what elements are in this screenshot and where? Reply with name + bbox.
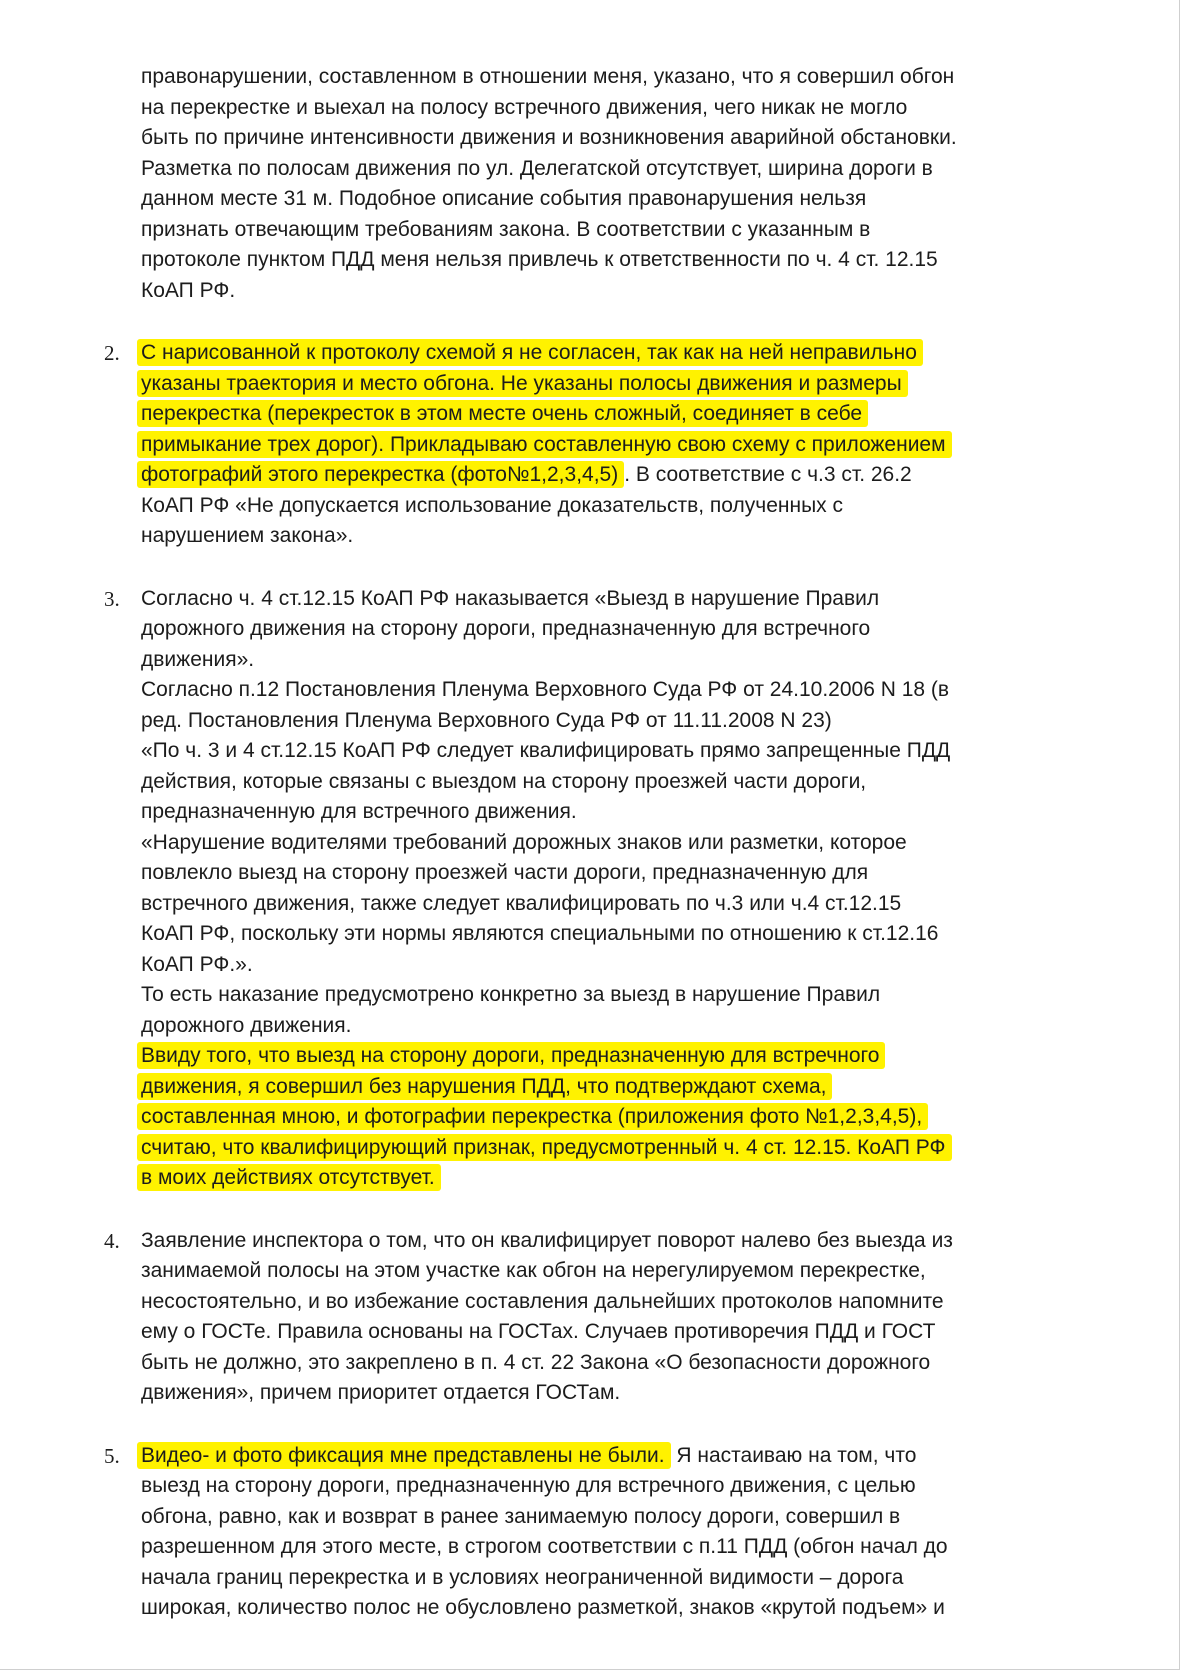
text-line: Согласно ч. 4 ст.12.15 КоАП РФ наказывается «Выезд в нарушение Правил (141, 586, 880, 610)
item-number: 2. (104, 341, 120, 365)
text-line: дорожного движения на сторону дороги, предназначенную для встречного (141, 617, 871, 640)
text-line: протоколе пунктом ПДД меня нельзя привлечь к ответственности по ч. 4 ст. 12.15 (141, 248, 938, 271)
highlighted-text: перекрестка (перекресток в этом месте очень сложный, соединяет в себе (137, 400, 868, 427)
text-line: повлекло выезд на сторону проезжей части дороги, предназначенную для (141, 861, 869, 884)
highlighted-text: фотографий этого перекрестка (фото№1,2,3,4,5) (137, 461, 624, 488)
text-line: широкая, количество полос не обусловлено разметкой, знаков «крутой подъем» и (141, 1596, 945, 1619)
text-line: несостоятельно, и во избежание составления дальнейших протоколов напомните (141, 1289, 944, 1313)
text-line: То есть наказание предусмотрено конкретно за выезд в нарушение Правил (141, 983, 881, 1006)
text-line: разрешенном для этого месте, в строгом соответствии с п.11 ПДД (обгон начал до (141, 1535, 948, 1558)
text-line: движения». (141, 647, 255, 671)
text-line: КоАП РФ, поскольку эти нормы являются специальными по отношению к ст.12.16 (141, 922, 939, 945)
text-line: обгона, равно, как и возврат в ранее занимаемую полосу дороги, совершил в (141, 1504, 901, 1528)
text-line: данном месте 31 м. Подобное описание события правонарушения нельзя (141, 187, 867, 210)
text-span: . В соответствие с ч.3 ст. 26.2 (624, 463, 912, 486)
item-number: 3. (104, 586, 120, 611)
text-line: КоАП РФ. (141, 278, 236, 302)
highlighted-text: С нарисованной к протоколу схемой я не согласен, так как на ней неправильно (137, 339, 923, 366)
highlighted-text: в моих действиях отсутствует. (137, 1164, 441, 1191)
highlighted-text: движения, я совершил без нарушения ПДД, что подтверждают схема, (137, 1073, 832, 1100)
text-line: «По ч. 3 и 4 ст.12.15 КоАП РФ следует квалифицировать прямо запрещенные ПДД (141, 739, 951, 762)
text-line: правонарушении, составленном в отношении меня, указано, что я совершил обгон (141, 65, 955, 88)
highlighted-text: примыкание трех дорог). Прикладываю составленную свою схему с приложением (137, 431, 952, 458)
text-line: встречного движения, также следует квалифицировать по ч.3 или ч.4 ст.12.15 (141, 891, 902, 915)
item-number: 4. (104, 1228, 120, 1253)
intro-paragraph (141, 62, 1141, 306)
list-item-3 (104, 584, 1141, 1194)
highlighted-text: указаны траектория и место обгона. Не указаны полосы движения и размеры (137, 370, 908, 397)
document-body (104, 62, 1141, 1624)
highlighted-text: составленная мною, и фотографии перекрестка (приложения фото №1,2,3,4,5), (137, 1103, 928, 1130)
highlighted-text: Ввиду того, что выезд на сторону дороги, предназначенную для встречного (137, 1042, 885, 1069)
list-item-5 (104, 1441, 1141, 1624)
text-line: быть по причине интенсивности движения и возникновения аварийной обстановки. (141, 126, 957, 149)
text-line: выезд на сторону дороги, предназначенную для встречного движения, с целью (141, 1474, 916, 1497)
text-line: Заявление инспектора о том, что он квалифицирует поворот налево без выезда из (141, 1228, 953, 1252)
text-line: ему о ГОСТе. Правила основаны на ГОСТах. Случаев противоречия ПДД и ГОСТ (141, 1320, 936, 1343)
text-line: быть не должно, это закреплено в п. 4 ст. 22 Закона «О безопасности дорожного (141, 1350, 931, 1374)
text-line: КоАП РФ.». (141, 952, 253, 976)
text-line: действия, которые связаны с выездом на сторону проезжей части дороги, (141, 769, 867, 793)
text-line: «Нарушение водителями требований дорожных знаков или разметки, которое (141, 830, 907, 854)
text-line: движения», причем приоритет отдается ГОСТам. (141, 1381, 621, 1404)
text-span: Я настаиваю на том, что (670, 1443, 917, 1467)
text-line: признать отвечающим требованиям закона. В соответствии с указанным в (141, 217, 871, 241)
text-line: дорожного движения. (141, 1013, 352, 1037)
highlighted-text: Видео- и фото фиксация мне представлены не были. (137, 1442, 671, 1469)
text-line: занимаемой полосы на этом участке как обгон на нерегулируемом перекрестке, (141, 1259, 926, 1282)
text-line: ред. Постановления Пленума Верховного Суда РФ от 11.11.2008 N 23) (141, 708, 832, 732)
text-line: начала границ перекрестка и в условиях неограниченной видимости – дорога (141, 1565, 904, 1589)
text-line: предназначенную для встречного движения. (141, 800, 577, 823)
text-line: на перекрестке и выехал на полосу встречного движения, чего никак не могло (141, 95, 908, 119)
text-line: КоАП РФ «Не допускается использование доказательств, полученных с (141, 493, 843, 517)
text-line: Разметка по полосам движения по ул. Делегатской отсутствует, ширина дороги в (141, 156, 933, 180)
text-line: Согласно п.12 Постановления Пленума Верховного Суда РФ от 24.10.2006 N 18 (в (141, 678, 950, 701)
highlighted-text: считаю, что квалифицирующий признак, предусмотренный ч. 4 ст. 12.15. КоАП РФ (137, 1134, 952, 1161)
list-item-2 (104, 338, 1141, 552)
list-item-4 (104, 1226, 1141, 1409)
text-line: нарушением закона». (141, 524, 354, 547)
item-number: 5. (104, 1443, 120, 1468)
